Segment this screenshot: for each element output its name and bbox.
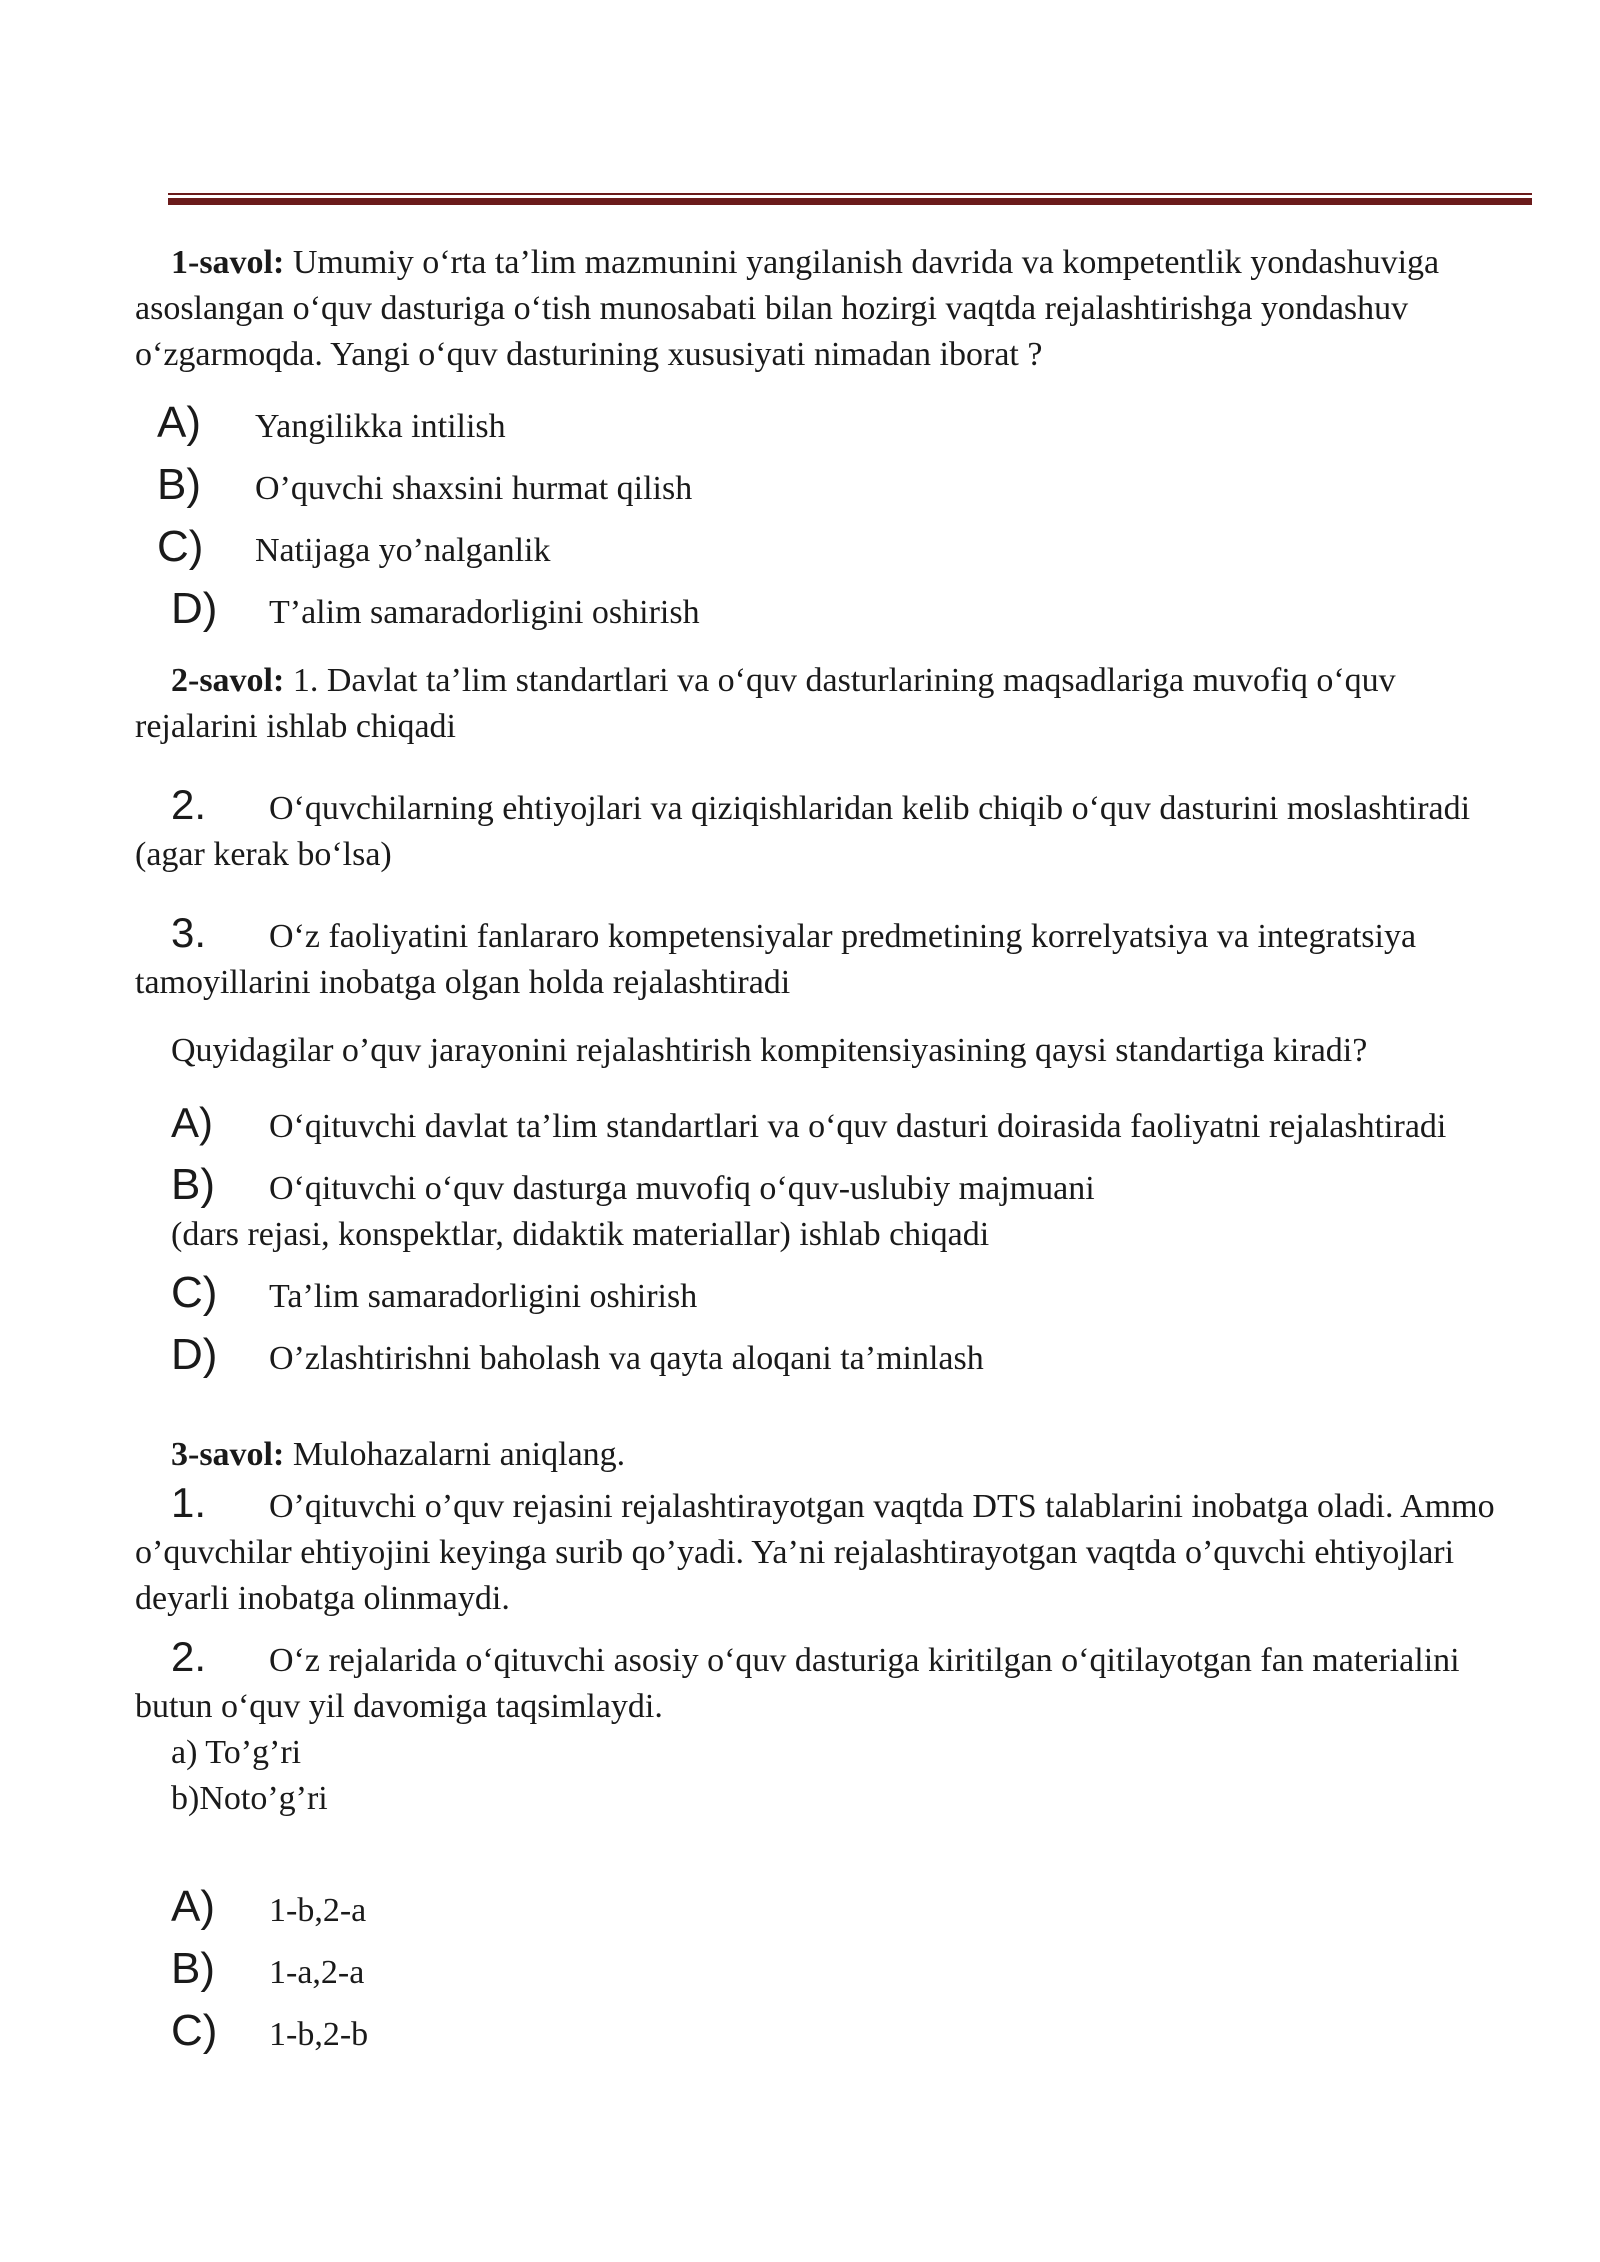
q1-text: Umumiy o‘rta ta’lim mazmunini yangilanish davrida va kompetentlik yondashuviga asoslangan o‘quv dasturiga o‘tish munosabati bilan hozirgi vaqtda rejalashtirishga yondashuv o‘zgarmoqda. Yangi o‘quv dasturining xususiyati nimadan iborat ? [135, 244, 1440, 373]
q3-item-1 [135, 1480, 1510, 1622]
q2-item-3 [135, 910, 1510, 1006]
q2-option-b-text: O‘qituvchi o‘quv dasturga muvofiq o‘quv-uslubiy majmuani [269, 1170, 1095, 1207]
q3-option-c[interactable] [135, 2008, 1510, 2058]
q2-question: Quyidagilar o’quv jarayonini rejalashtirish kompitensiyasining qaysi standartiga kiradi? [171, 1032, 1368, 1069]
q2-option-a[interactable] [135, 1100, 1510, 1150]
document-body [135, 240, 1510, 2058]
q3-item-2-text: O‘z rejalarida o‘qituvchi asosiy o‘quv dasturiga kiritilgan o‘qitilayotgan fan materialini butun o‘quv yil davomiga taqsimlaydi. [135, 1642, 1460, 1725]
q1-option-d-text: T’alim samaradorligini oshirish [269, 594, 700, 631]
q3-item-1-text: O’qituvchi o’quv rejasini rejalashtirayotgan vaqtda DTS talablarini inobatga oladi. Ammo o’quvchilar ehtiyojini keyinga surib qo’yadi. Ya’ni rejalashtirayotgan vaqtda o’quvchi ehtiyojlari deyarli inobatga olinmaydi. [135, 1488, 1495, 1617]
q2-option-b-letter: B) [171, 1160, 215, 1209]
q2-item-3-number: 3. [171, 909, 207, 956]
q1-option-b[interactable] [135, 462, 1510, 512]
q3-option-b[interactable] [135, 1946, 1510, 1996]
q3-option-a[interactable] [135, 1884, 1510, 1934]
q3-choice-a: a) To’g’ri [171, 1734, 302, 1771]
q3-item-2 [135, 1634, 1510, 1730]
q3-stem [135, 1432, 1510, 1478]
q3-option-c-text: 1-b,2-b [269, 2016, 369, 2053]
q2-label: 2-savol: [171, 662, 285, 699]
q2-option-d[interactable] [135, 1332, 1510, 1382]
q1-option-a-letter: A) [157, 398, 201, 447]
q2-item-2 [135, 782, 1510, 878]
q2-option-c-text: Ta’lim samaradorligini oshirish [269, 1278, 698, 1315]
q2-option-d-text: O’zlashtirishni baholash va qayta aloqani ta’minlash [269, 1340, 984, 1377]
q3-item-1-number: 1. [171, 1479, 207, 1526]
q1-option-b-letter: B) [157, 460, 201, 509]
q2-option-c-letter: C) [171, 1268, 218, 1317]
q2-option-b-continuation: (dars rejasi, konspektlar, didaktik materiallar) ishlab chiqadi [171, 1216, 990, 1253]
q2-text: 1. Davlat ta’lim standartlari va o‘quv dasturlarining maqsadlariga muvofiq o‘quv rejalarini ishlab chiqadi [135, 662, 1396, 745]
q2-option-a-text: O‘qituvchi davlat ta’lim standartlari va o‘quv dasturi doirasida faoliyatni rejalashtiradi [269, 1108, 1447, 1145]
q2-option-b[interactable] [135, 1162, 1510, 1212]
q2-option-c[interactable] [135, 1270, 1510, 1320]
q1-option-b-text: O’quvchi shaxsini hurmat qilish [255, 470, 693, 507]
q2-item-3-text: O‘z faoliyatini fanlararo kompetensiyalar predmetining korrelyatsiya va integratsiya tamoyillarini inobatga olgan holda rejalashtiradi [135, 918, 1417, 1001]
q3-text: Mulohazalarni aniqlang. [284, 1436, 626, 1473]
q1-option-a[interactable] [135, 400, 1510, 450]
q2-item-2-number: 2. [171, 781, 207, 828]
q3-option-a-text: 1-b,2-a [269, 1892, 367, 1929]
q2-stem [135, 658, 1510, 750]
q1-label: 1-savol: [171, 244, 285, 281]
q2-option-a-letter: A) [171, 1099, 213, 1146]
q1-option-c[interactable] [135, 524, 1510, 574]
q3-option-b-letter: B) [171, 1944, 215, 1993]
q3-option-b-text: 1-a,2-a [269, 1954, 365, 1991]
q3-item-2-number: 2. [171, 1633, 207, 1680]
q3-choice-b: b)Noto’g’ri [171, 1780, 328, 1817]
q1-option-c-letter: C) [157, 522, 204, 571]
header-rule-thin [168, 193, 1532, 195]
q1-option-d[interactable] [135, 586, 1510, 636]
q1-option-d-letter: D) [171, 584, 218, 633]
q3-option-c-letter: C) [171, 2006, 218, 2055]
q1-option-c-text: Natijaga yo’nalganlik [255, 532, 551, 569]
q2-option-d-letter: D) [171, 1330, 218, 1379]
q3-label: 3-savol: [171, 1436, 285, 1473]
q3-option-a-letter: A) [171, 1882, 215, 1931]
q1-option-a-text: Yangilikka intilish [255, 408, 506, 445]
header-rule-thick [168, 198, 1532, 205]
q2-item-2-text: O‘quvchilarning ehtiyojlari va qiziqishlaridan kelib chiqib o‘quv dasturini moslashtiradi (agar kerak bo‘lsa) [135, 790, 1471, 873]
q1-stem [135, 240, 1510, 378]
